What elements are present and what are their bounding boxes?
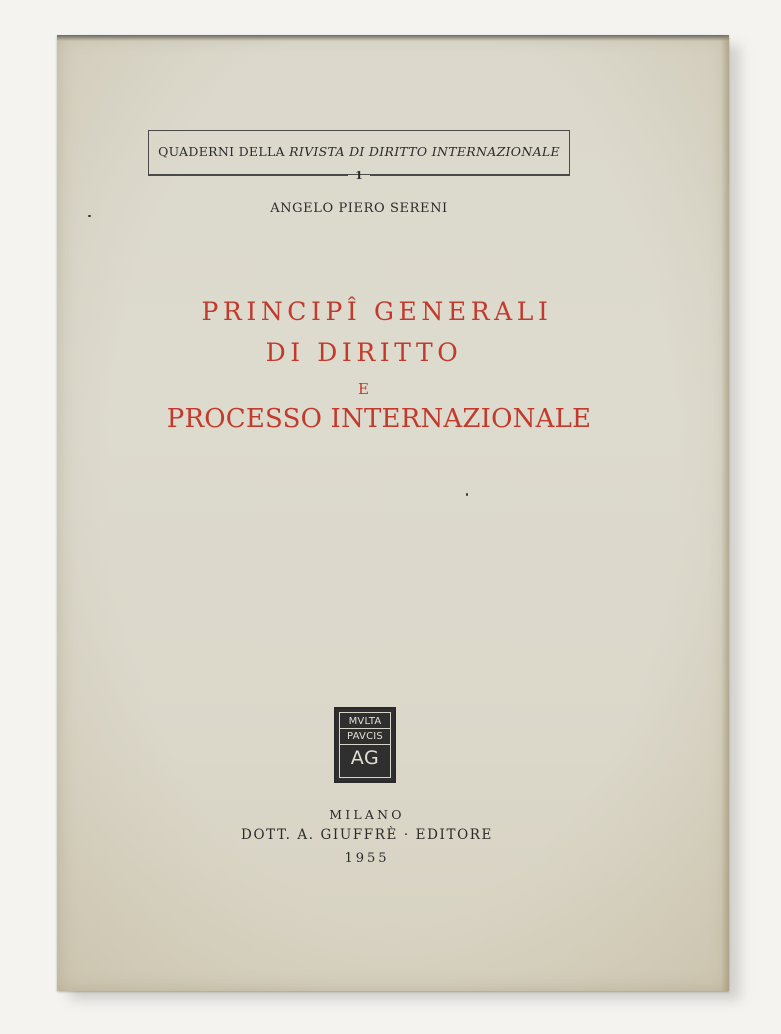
logo-text-2: PAVCIS (347, 731, 383, 742)
paper-speck (466, 493, 468, 496)
series-title (149, 144, 569, 159)
series-number: 1 (355, 169, 363, 182)
publisher-logo (334, 707, 396, 783)
series-prefix: QUADERNI DELLA (158, 144, 290, 159)
title-line-2: DI DIRITTO (265, 338, 463, 367)
logo-frame (339, 712, 391, 778)
logo-divider (340, 744, 390, 745)
paper-speck (88, 215, 91, 217)
title-line-1: PRINCIPÎ GENERALI (201, 297, 553, 326)
series-number-rule (148, 169, 570, 183)
imprint-city: MILANO (329, 807, 405, 822)
title-line-4: PROCESSO INTERNAZIONALE (166, 404, 592, 434)
imprint-year: 1955 (344, 851, 390, 866)
rule-left (148, 175, 348, 176)
imprint-publisher: DOTT. A. GIUFFRÈ · EDITORE (241, 827, 493, 843)
rule-right (370, 175, 570, 176)
title-line-3: E (358, 380, 370, 398)
logo-divider (340, 728, 390, 729)
logo-monogram: AG (350, 747, 380, 769)
logo-text-1: MVLTA (348, 716, 382, 727)
series-journal-name: RIVISTA DI DIRITTO INTERNAZIONALE (289, 144, 560, 159)
book-cover (57, 35, 729, 991)
author-name: ANGELO PIERO SERENI (270, 201, 448, 216)
